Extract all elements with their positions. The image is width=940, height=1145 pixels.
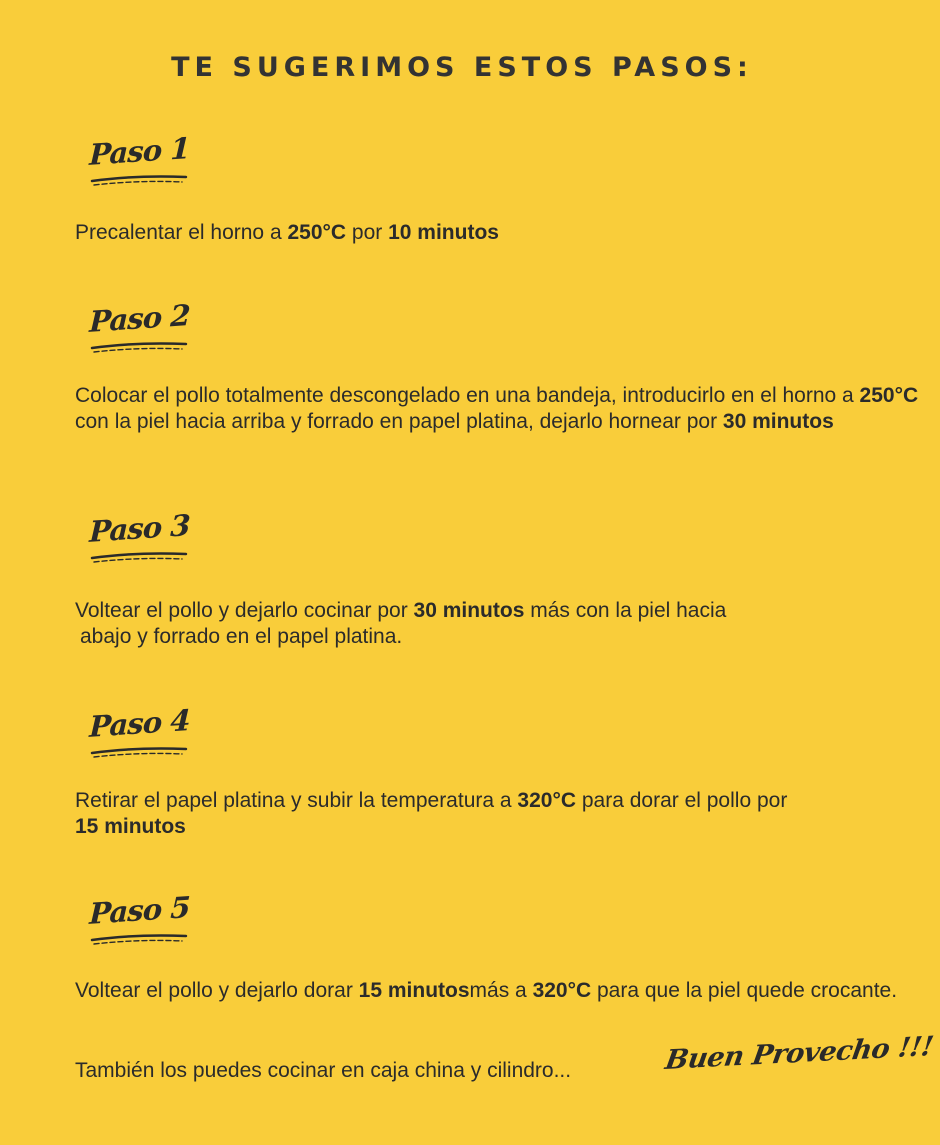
step-4-text-part: para dorar el pollo por	[576, 789, 788, 812]
step-4-time: 15 minutos	[75, 815, 186, 838]
step-3-text-part: abajo y forrado en el papel platina.	[80, 625, 403, 648]
step-1-temp: 250°C	[287, 221, 347, 244]
underline-scribble-icon	[90, 931, 190, 947]
step-2-label-text: Paso 2	[88, 298, 191, 339]
step-1-label-text: Paso 1	[88, 131, 191, 172]
step-4-label	[88, 703, 200, 770]
step-4-text-part: Retirar el papel platina y subir la temperatura a	[75, 789, 518, 812]
step-4-text	[75, 788, 925, 840]
step-5-text-part: para que la piel quede crocante.	[591, 979, 898, 1002]
signature: Buen Provecho !!!	[663, 1031, 936, 1076]
underline-scribble-icon	[90, 744, 190, 760]
step-2-text-part: Colocar el pollo totalmente descongelado en una bandeja, introducirlo en el horno a	[75, 384, 860, 407]
underline-scribble-icon	[90, 172, 190, 188]
step-4-label-text: Paso 4	[88, 703, 191, 744]
step-1-text-part: por	[346, 221, 389, 244]
step-2-temp: 250°C	[859, 384, 919, 407]
step-3-text-part: más con la piel hacia	[524, 599, 727, 622]
step-3-text-part: Voltear el pollo y dejarlo cocinar por	[75, 599, 414, 622]
step-4-temp: 320°C	[517, 789, 577, 812]
step-5-text	[75, 978, 925, 1004]
step-2-label	[88, 298, 200, 365]
step-3-text	[75, 598, 925, 650]
step-5-label	[88, 890, 200, 957]
underline-scribble-icon	[90, 549, 190, 565]
step-1-time: 10 minutos	[388, 221, 499, 244]
step-1-text	[75, 220, 925, 246]
step-2-time: 30 minutos	[722, 410, 834, 433]
step-1-text-part: Precalentar el horno a	[75, 221, 288, 244]
step-1-label	[88, 131, 200, 198]
page-title: TE SUGERIMOS ESTOS PASOS:	[171, 52, 753, 83]
step-5-temp: 320°C	[532, 979, 592, 1002]
step-3-label	[88, 508, 200, 575]
step-5-text-part: más a	[469, 979, 533, 1002]
step-2-text	[75, 383, 925, 435]
step-3-label-text: Paso 3	[88, 508, 191, 549]
footer-note: También los puedes cocinar en caja china y cilindro...	[75, 1059, 572, 1082]
step-5-label-text: Paso 5	[88, 890, 191, 931]
step-5-text-part: Voltear el pollo y dejarlo dorar	[75, 979, 359, 1002]
underline-scribble-icon	[90, 339, 190, 355]
step-5-time: 15 minutos	[358, 979, 470, 1002]
step-2-text-part: con la piel hacia arriba y forrado en papel platina, dejarlo hornear por	[75, 410, 723, 433]
step-3-time: 30 minutos	[413, 599, 525, 622]
